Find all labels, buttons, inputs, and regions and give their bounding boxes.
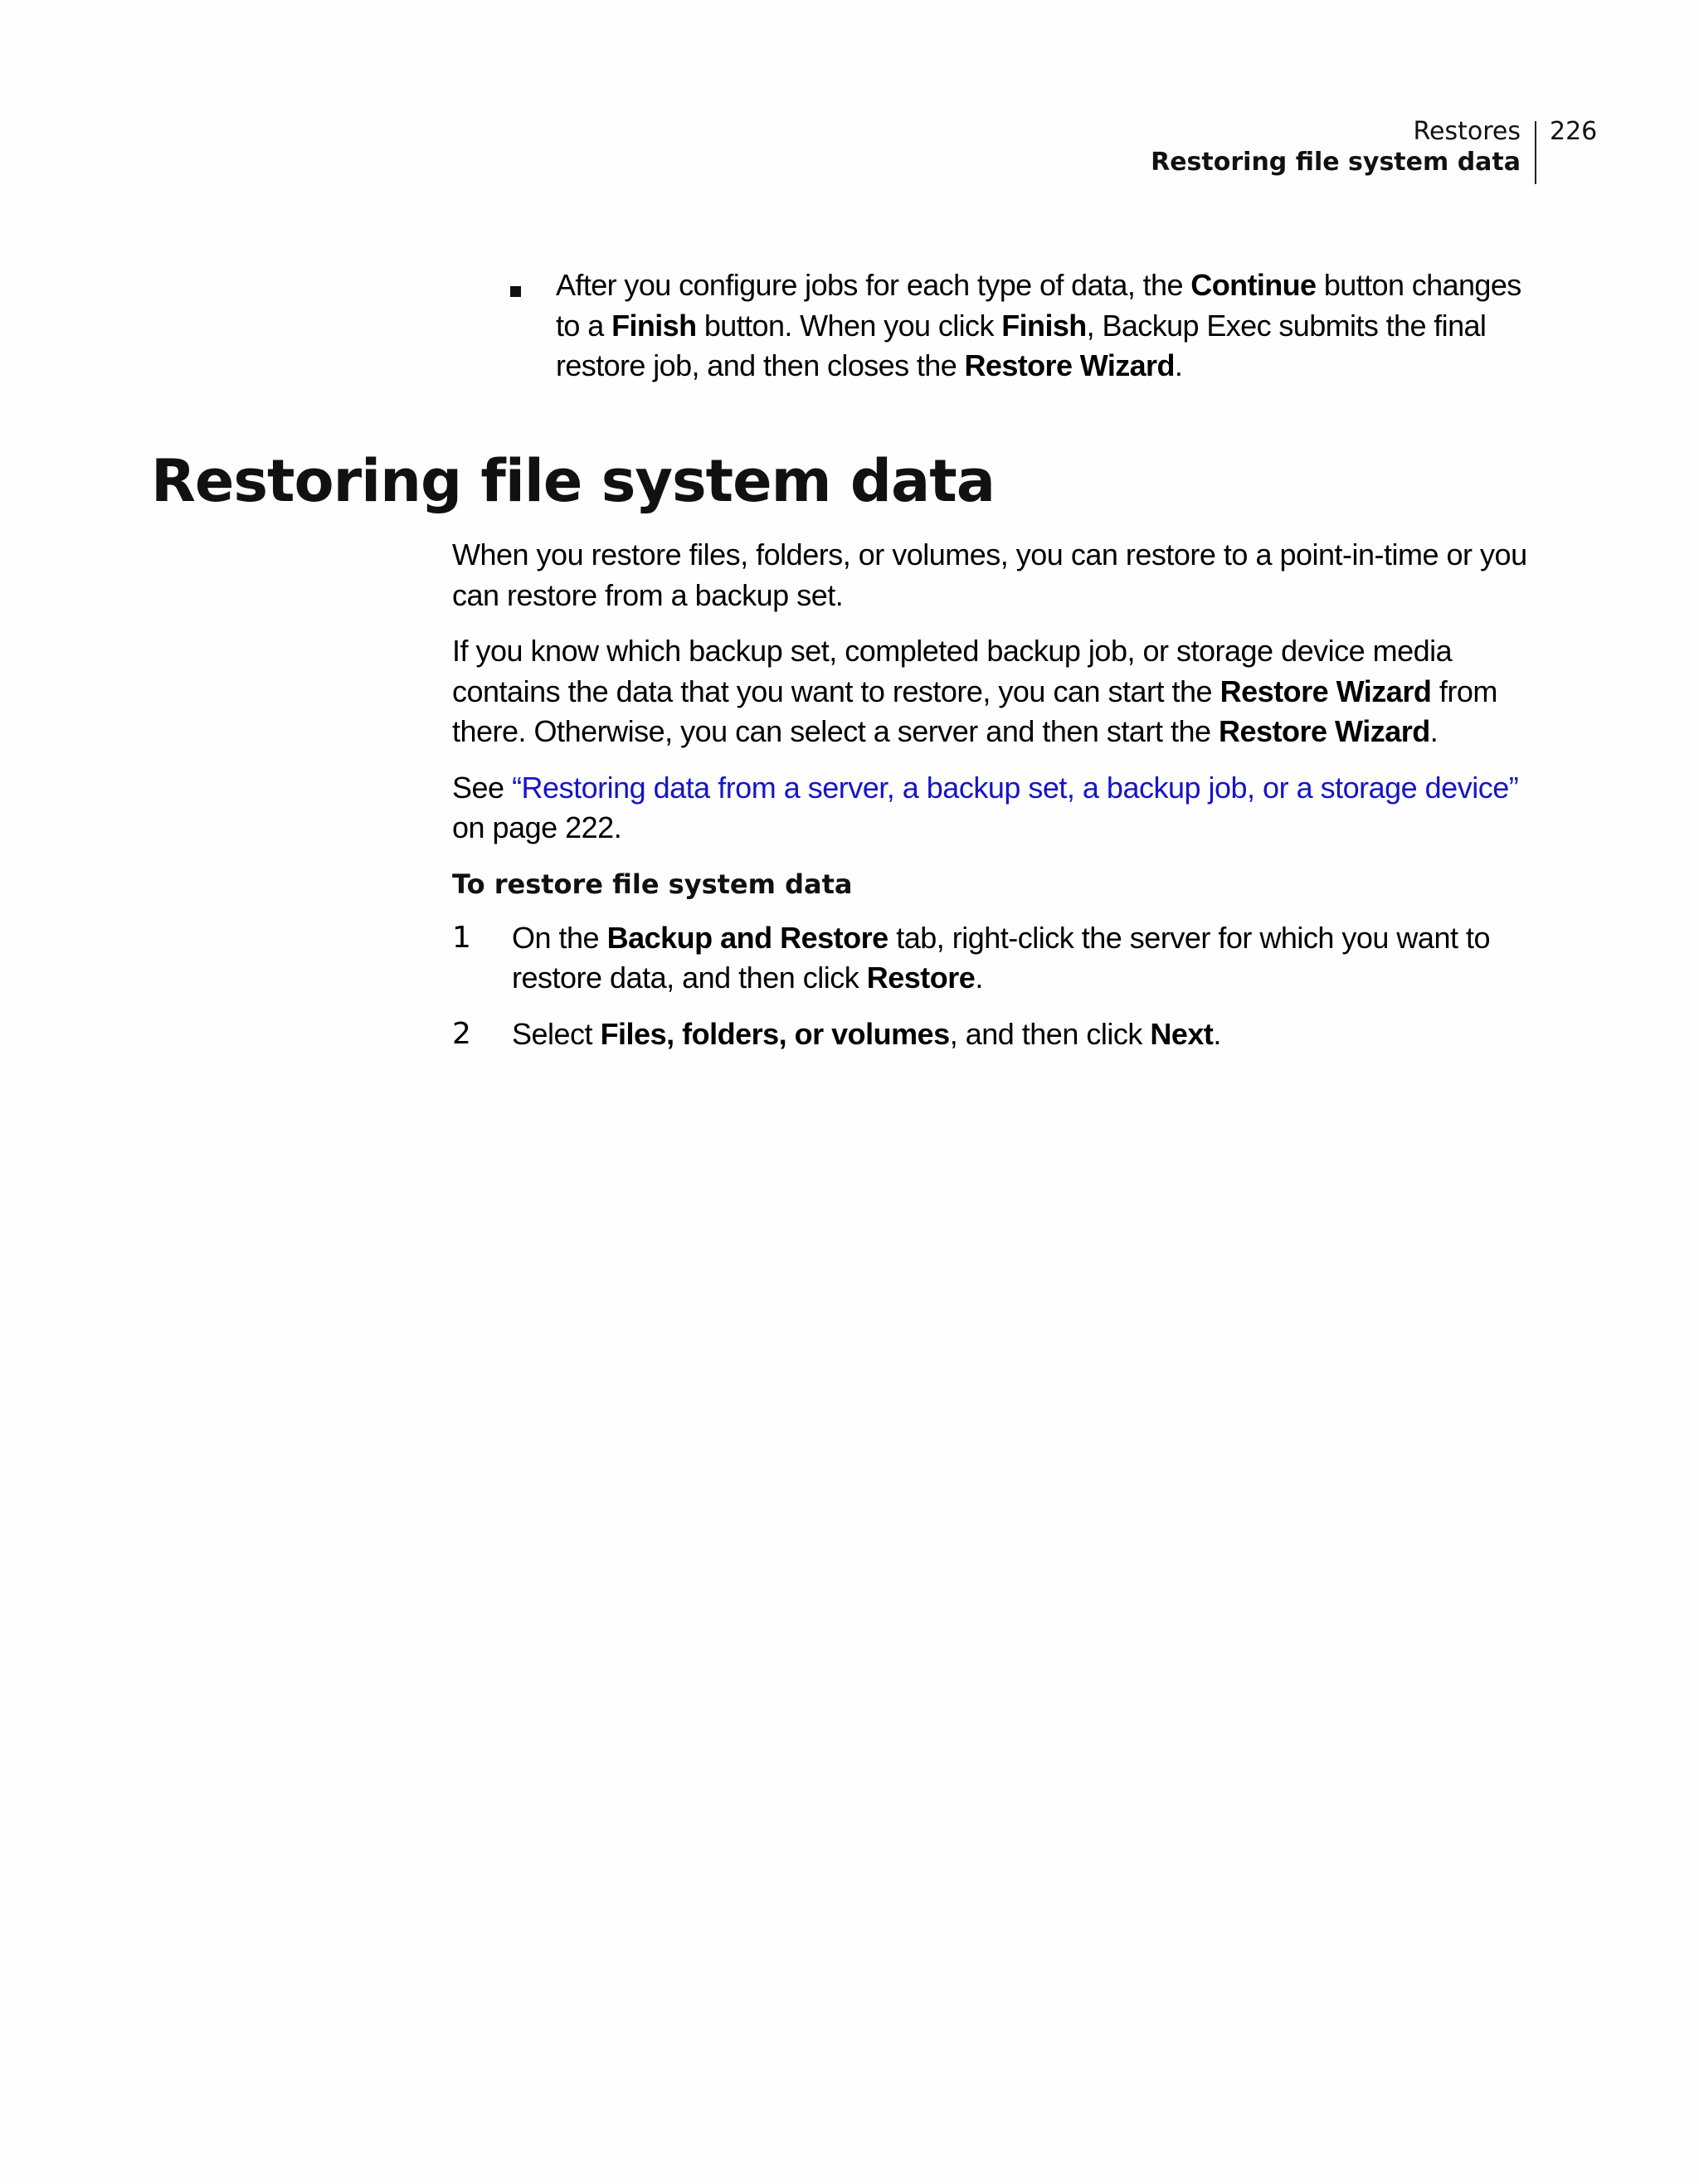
finish-term: Finish [1001, 308, 1087, 343]
step-number: 1 [452, 920, 471, 955]
step-item [452, 1014, 1555, 1055]
step-text: On the Backup and Restore tab, right-click the server for which you want to restore data, and then click Restore. [512, 920, 1490, 995]
cross-reference-link[interactable]: “Restoring data from a server, a backup set, a backup job, or a storage device” [512, 770, 1519, 805]
header-chapter: Restores [1413, 117, 1521, 146]
see-also-paragraph: See “Restoring data from a server, a backup set, a backup job, or a storage device” on page 222. [452, 770, 1519, 844]
bullet-item [510, 265, 1547, 387]
header-section: Restoring file system data [1151, 148, 1521, 177]
wizard-paragraph: If you know which backup set, completed backup job, or storage device media contains the data that you want to restore, you can start the Restore Wizard from there. Otherwise, you can select a server and then start the Restore Wizard. [452, 634, 1497, 748]
restore-wizard-term: Restore Wizard [964, 348, 1175, 382]
square-bullet-icon [510, 286, 521, 297]
restore-wizard-term: Restore Wizard [1219, 674, 1432, 708]
page-number: 226 [1550, 117, 1598, 146]
procedure-title: To restore file system data [452, 868, 853, 900]
step-text: Select Files, folders, or volumes, and then click Next. [512, 1016, 1221, 1051]
header-divider [1535, 121, 1536, 184]
intro-paragraph: When you restore files, folders, or volumes, you can restore to a point-in-time or you can restore from a backup set. [452, 537, 1527, 612]
restore-wizard-term: Restore Wizard [1219, 714, 1430, 748]
page-header [0, 116, 1699, 191]
step-number: 2 [452, 1016, 471, 1051]
finish-term: Finish [611, 308, 697, 343]
running-header [1151, 116, 1521, 178]
bullet-text: After you configure jobs for each type of data, the Continue button changes to a Finish button. When you click Finish, Backup Exec submits the final restore job, and then closes the Restore Wizard. [556, 268, 1521, 382]
step-item [452, 918, 1555, 999]
section-body [452, 535, 1555, 1070]
continue-term: Continue [1190, 268, 1317, 302]
section-title: Restoring file system data [151, 447, 995, 515]
